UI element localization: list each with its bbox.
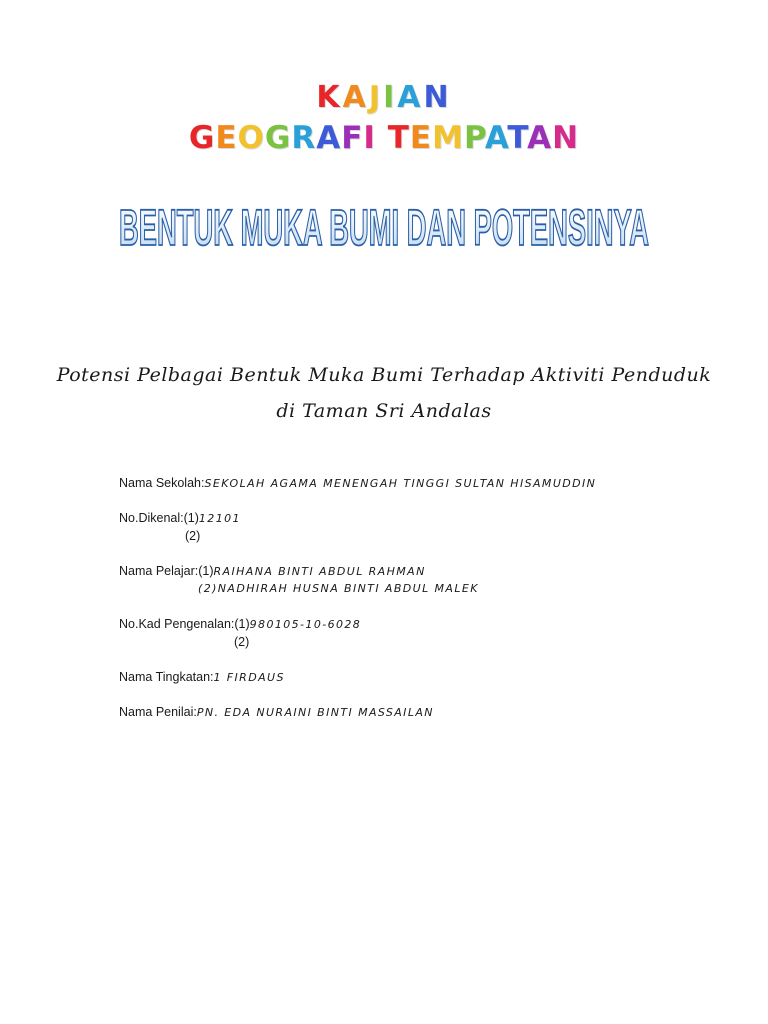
field-nama-penilai <box>119 705 434 719</box>
title-letter: A <box>316 120 342 156</box>
wordart-heading <box>0 183 768 273</box>
title-letter: J <box>368 80 384 115</box>
title-letter: A <box>527 120 553 156</box>
field-nama-sekolah <box>119 476 596 490</box>
field-nama-tingkatan <box>119 670 285 684</box>
field-value: 980105-10-6028 <box>249 618 362 631</box>
field-nama-pelajar <box>119 564 426 578</box>
field-no-dikenal <box>119 511 241 525</box>
field-prefix: (1) <box>183 511 199 525</box>
field-prefix: (1) <box>234 617 250 631</box>
title-letter: A <box>397 80 424 115</box>
field-label: Nama Penilai: <box>119 705 197 719</box>
title-kajian <box>0 80 768 115</box>
title-letter: E <box>409 120 433 156</box>
title-letter: O <box>237 120 265 156</box>
field-no-kad-pengenalan-2 <box>234 635 249 649</box>
title-letter: A <box>484 120 508 156</box>
field-label: Nama Tingkatan: <box>119 670 214 684</box>
title-letter: N <box>552 120 580 156</box>
field-value: (2)NADHIRAH HUSNA BINTI ABDUL MALEK <box>198 582 479 595</box>
title-letter: M <box>432 120 464 156</box>
field-no-kad-pengenalan <box>119 617 361 631</box>
field-nama-pelajar-2 <box>198 581 479 595</box>
title-letter: R <box>291 120 317 156</box>
subtitle-line-2: di Taman Sri Andalas <box>276 400 492 422</box>
field-value: PN. EDA NURAINI BINTI MASSAILAN <box>196 706 434 719</box>
field-prefix: (2) <box>185 529 201 543</box>
title-letter: G <box>188 120 216 156</box>
field-label: No.Kad Pengenalan: <box>119 617 235 631</box>
title-geografi-tempatan <box>0 120 768 156</box>
field-value: 1 FIRDAUS <box>213 671 285 684</box>
title-letter: I <box>383 80 398 115</box>
field-label: Nama Pelajar: <box>119 564 199 578</box>
title-letter <box>376 120 388 156</box>
field-value: 12101 <box>198 512 241 525</box>
field-prefix: (2) <box>234 635 250 649</box>
title-letter: T <box>387 120 410 156</box>
title-letter: E <box>215 120 238 156</box>
title-letter: T <box>507 120 528 156</box>
title-letter: G <box>264 120 292 156</box>
wordart-text: BENTUK MUKA BUMI DAN POTENSINYA <box>119 200 649 257</box>
title-letter: P <box>463 120 485 156</box>
field-label: Nama Sekolah: <box>119 476 205 490</box>
title-letter: A <box>342 80 369 115</box>
field-prefix: (1) <box>198 564 214 578</box>
subtitle-line-1: Potensi Pelbagai Bentuk Muka Bumi Terhadap Aktiviti Penduduk <box>56 364 712 386</box>
field-no-dikenal-2 <box>185 529 200 543</box>
field-value: SEKOLAH AGAMA MENENGAH TINGGI SULTAN HISAMUDDIN <box>204 477 597 490</box>
field-label: No.Dikenal: <box>119 511 184 525</box>
title-letter: F <box>341 120 364 156</box>
title-letter: I <box>363 120 376 156</box>
title-letter: K <box>316 80 343 115</box>
field-value: RAIHANA BINTI ABDUL RAHMAN <box>213 565 426 578</box>
title-letter: N <box>423 80 452 115</box>
